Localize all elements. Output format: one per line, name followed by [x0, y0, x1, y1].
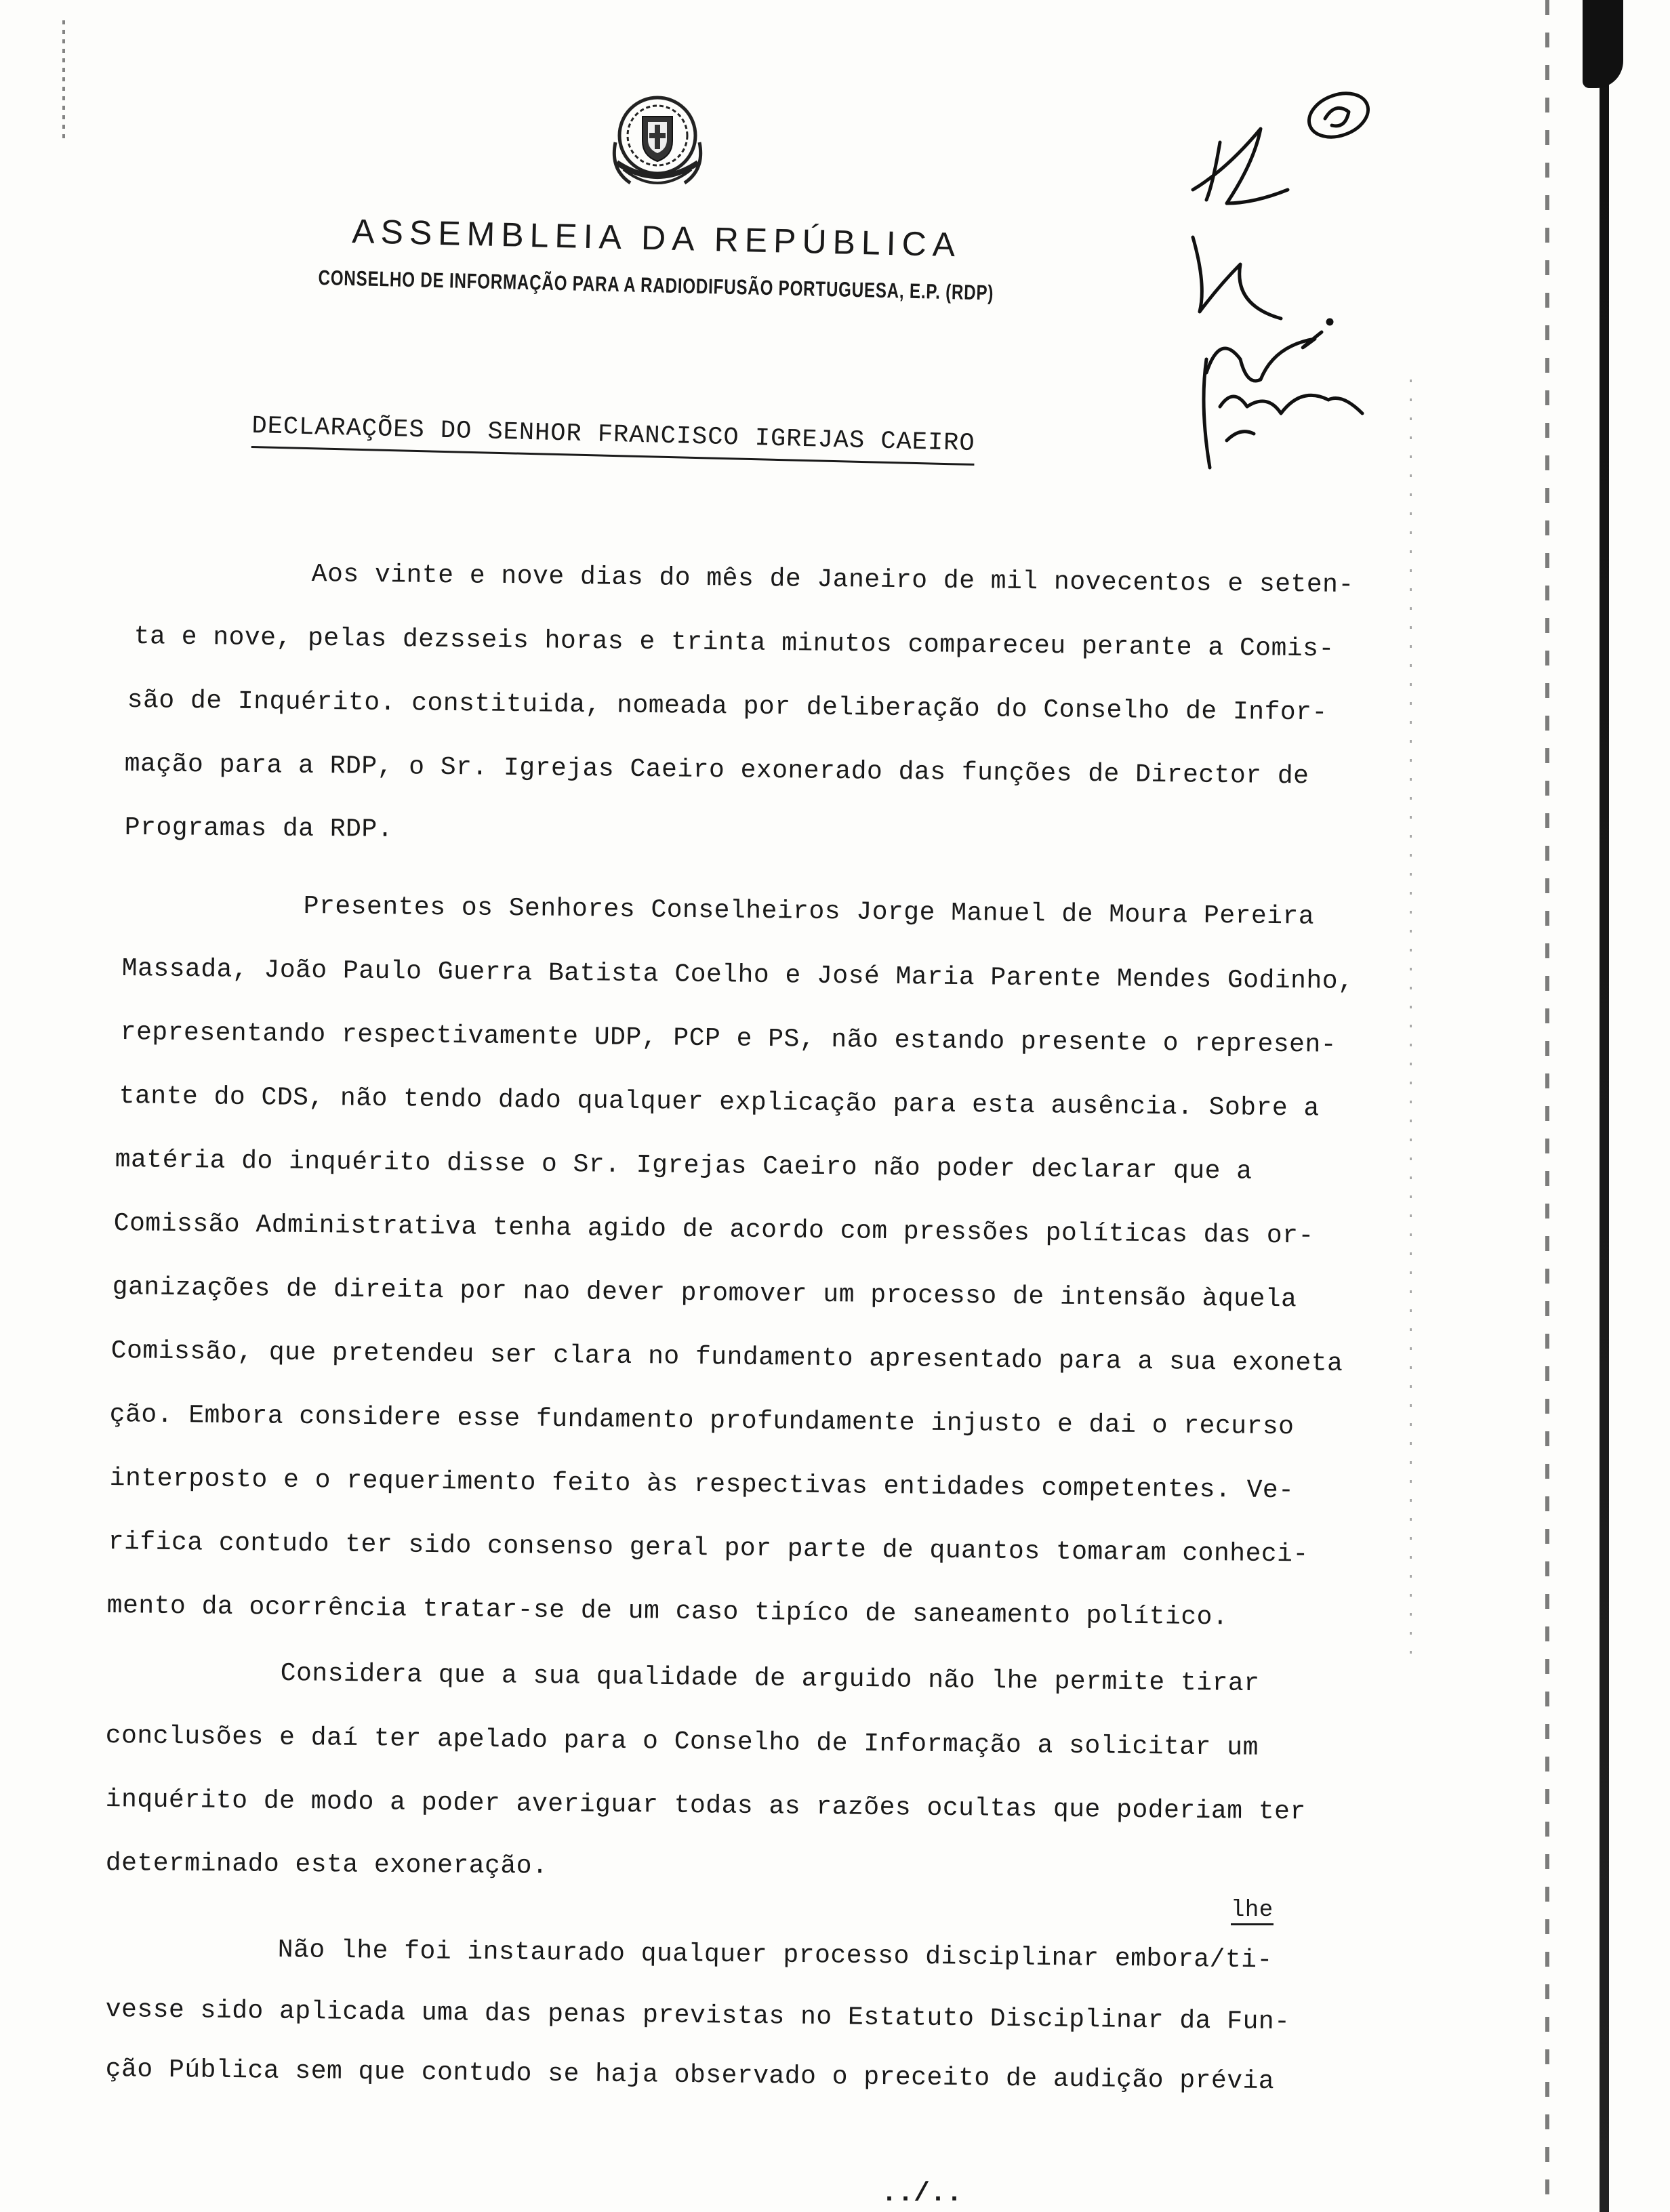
page-continuation-marker: ../.. — [881, 2179, 963, 2209]
institution-title: ASSEMBLEIA DA REPÚBLICA — [351, 211, 962, 264]
body-line: Considera que a sua qualidade de arguido não lhe permite tirar — [280, 1659, 1260, 1699]
body-line: inquérito de modo a poder averiguar todas as razões ocultas que poderiam ter — [105, 1785, 1306, 1827]
institution-subtitle: CONSELHO DE INFORMAÇÃO PARA A RADIODIFUSÃO PORTUGUESA, E.P. (RDP) — [318, 266, 994, 305]
body-line: rifica contudo ter sido consenso geral por parte de quantos tomaram conheci- — [108, 1528, 1309, 1570]
scan-dotted-mark — [1410, 380, 1412, 1667]
body-line: mação para a RDP, o Sr. Igrejas Caeiro exonerado das funções de Director de — [124, 750, 1309, 792]
body-line: Massada, João Paulo Guerra Batista Coelho e José Maria Parente Mendes Godinho, — [121, 954, 1354, 997]
interlinear-note: lhe — [1231, 1898, 1274, 1925]
body-line: Aos vinte e nove dias do mês de Janeiro de mil novecentos e seten- — [311, 560, 1354, 600]
scan-edge-blob — [1583, 0, 1623, 88]
body-line: Não lhe foi instaurado qualquer processo disciplinar embora/ti- — [277, 1936, 1274, 1975]
body-line: interposto e o requerimento feito às respectivas entidades competentes. Ve- — [109, 1464, 1295, 1506]
body-line: Programas da RDP. — [124, 813, 394, 844]
body-line: matéria do inquérito disse o Sr. Igrejas Caeiro não poder declarar que a — [115, 1145, 1252, 1187]
body-line: ção Pública sem que contudo se haja observado o preceito de audição prévia — [105, 2055, 1275, 2097]
body-line: Presentes os Senhores Conselheiros Jorge Manuel de Moura Pereira — [303, 892, 1315, 932]
body-line: Comissão Administrativa tenha agido de acordo com pressões políticas das or- — [113, 1209, 1314, 1251]
body-line: mento da ocorrência tratar-se de um caso tipíco de saneamento político. — [106, 1591, 1229, 1633]
scan-edge-mark-right-inner — [1545, 0, 1549, 2212]
body-line: ção. Embora considere esse fundamento profundamente injusto e dai o recurso — [109, 1400, 1295, 1442]
body-line: ganizações de direita por nao dever promover um processo de intensão àquela — [112, 1273, 1297, 1315]
handwritten-signatures — [1179, 88, 1403, 481]
body-line: tante do CDS, não tendo dado qualquer explicação para esta ausência. Sobre a — [119, 1082, 1320, 1124]
body-line: Comissão, que pretendeu ser clara no fundamento apresentado para a sua exoneta — [110, 1336, 1343, 1379]
body-line: ta e nove, pelas dezsseis horas e trinta minutos compareceu perante a Comis- — [134, 622, 1335, 664]
document-heading: DECLARAÇÕES DO SENHOR FRANCISCO IGREJAS CAEIRO — [251, 412, 975, 466]
scan-edge-mark-left — [62, 20, 65, 142]
national-emblem-icon — [603, 88, 712, 200]
body-line: vesse sido aplicada uma das penas previstas no Estatuto Disciplinar da Fun- — [105, 1995, 1290, 2037]
body-line: representando respectivamente UDP, PCP e PS, não estando presente o represen- — [120, 1018, 1337, 1060]
body-line: determinado esta exoneração. — [105, 1849, 548, 1881]
scan-edge-mark-right — [1600, 0, 1609, 2212]
body-line: são de Inquérito. constituida, nomeada por deliberação do Conselho de Infor- — [127, 686, 1328, 728]
body-line: conclusões e daí ter apelado para o Conselho de Informação a solicitar um — [105, 1721, 1259, 1763]
